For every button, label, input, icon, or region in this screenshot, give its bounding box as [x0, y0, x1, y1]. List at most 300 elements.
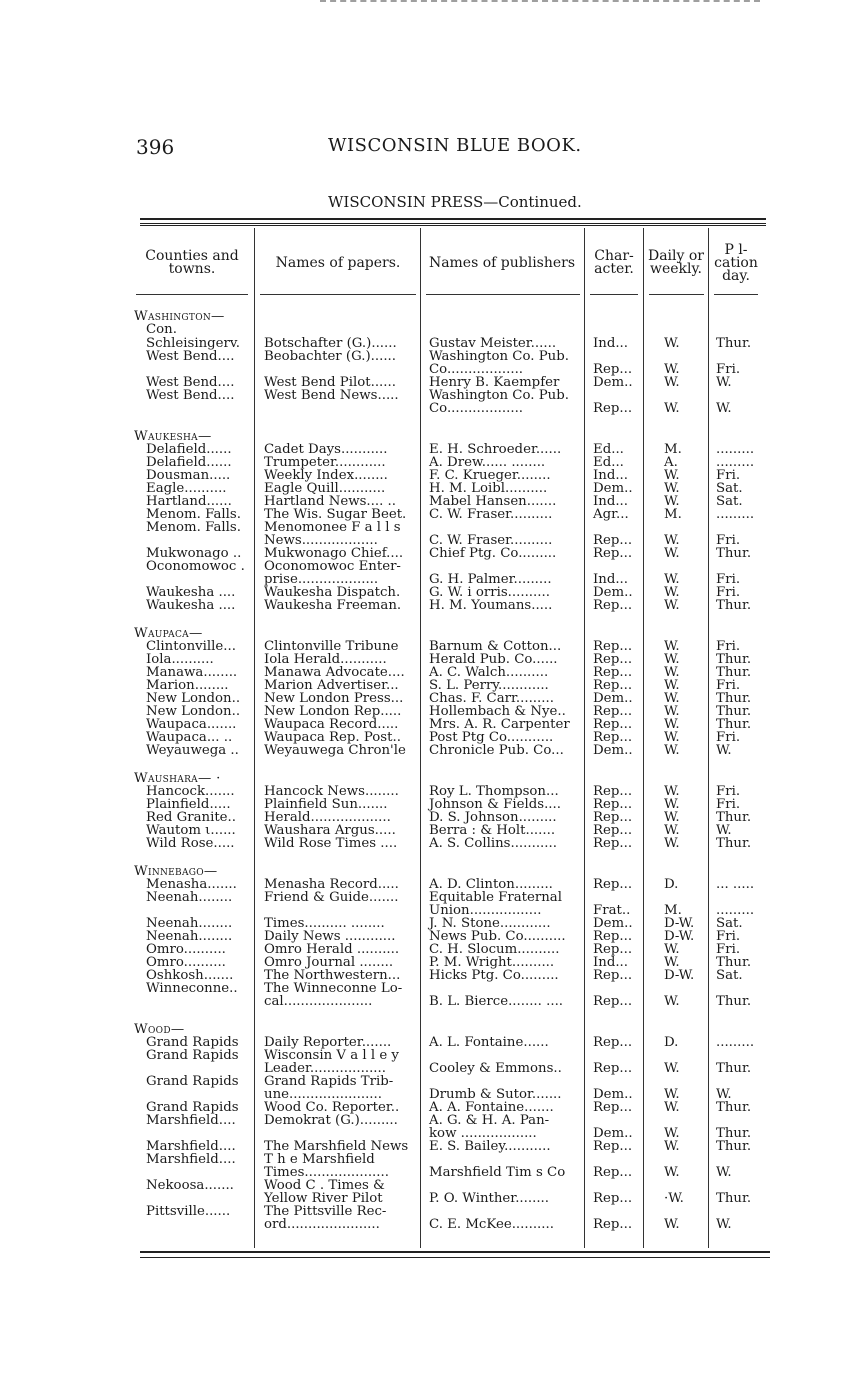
cell-daily: W. — [664, 955, 680, 970]
table-bottom-rule — [140, 1251, 770, 1258]
cell-publisher: A. S. Collins........... — [429, 836, 557, 851]
cell-publisher: Co.................. — [429, 401, 524, 416]
cell-daily: M. — [664, 507, 682, 522]
cell-character: Rep... — [593, 401, 633, 416]
cell-daily: D-W. — [664, 929, 695, 944]
cell-town: Wautom ι...... — [146, 823, 236, 838]
cell-paper: Hartland News.... .. — [264, 494, 397, 509]
cell-paper: Wisconsin V a l l e y — [264, 1048, 399, 1063]
table-row — [0, 1062, 859, 1075]
cell-character: Dem.. — [593, 1087, 633, 1102]
cell-daily: W. — [664, 717, 680, 732]
cell-daily: W. — [664, 375, 680, 390]
cell-paper: News.................. — [264, 533, 378, 548]
cell-town: Marshfield.... — [146, 1152, 236, 1167]
cell-publisher: A. D. Clinton......... — [429, 877, 553, 892]
cell-daily: W. — [664, 572, 680, 587]
cell-publisher: C. W. Fraser.......... — [429, 507, 553, 522]
cell-paper: Daily News ............ — [264, 929, 396, 944]
cell-paper: New London Rep..... — [264, 704, 402, 719]
cell-publisher: E. H. Schroeder...... — [429, 442, 562, 457]
cell-daily: W. — [664, 494, 680, 509]
cell-day: Thur. — [716, 1139, 752, 1154]
cell-paper: West Bend News..... — [264, 388, 399, 403]
cell-day: Fri. — [716, 929, 741, 944]
cell-town: Hartland...... — [146, 494, 232, 509]
cell-character: Ind... — [593, 468, 629, 483]
cell-paper: Eagle Quill........... — [264, 481, 386, 496]
cell-day: ... ..... — [716, 877, 755, 892]
cell-character: Rep... — [593, 810, 633, 825]
cell-town: Manawa........ — [146, 665, 238, 680]
cell-character: Rep... — [593, 678, 633, 693]
cell-town: Menom. Falls. — [146, 520, 241, 535]
cell-publisher: A. G. & H. A. Pan- — [429, 1113, 550, 1128]
cell-town: Grand Rapids — [146, 1074, 239, 1089]
cell-character: Dem.. — [593, 585, 633, 600]
cell-town: Delafield...... — [146, 455, 232, 470]
cell-daily: W. — [664, 401, 680, 416]
cell-town: Weyauwega .. — [146, 743, 239, 758]
cell-character: Rep... — [593, 1217, 633, 1232]
cell-paper: Hancock News........ — [264, 784, 399, 799]
header-character: Char- acter. — [594, 248, 634, 277]
cell-character: Rep... — [593, 994, 633, 1009]
cell-paper: Wood C . Times & — [264, 1178, 385, 1193]
cell-town: New London.. — [146, 691, 241, 706]
cell-town: Waukesha .... — [146, 598, 236, 613]
cell-publisher: Co.................. — [429, 362, 524, 377]
cell-town: Omro.......... — [146, 942, 226, 957]
cell-publisher: H. M. Youmans..... — [429, 598, 553, 613]
cell-paper: Weekly Index........ — [264, 468, 388, 483]
cell-town: West Bend.... — [146, 349, 235, 364]
cell-day: W. — [716, 1217, 732, 1232]
cell-character: Rep... — [593, 1191, 633, 1206]
cell-publisher: A. C. Walch.......... — [429, 665, 549, 680]
cell-daily: W. — [664, 665, 680, 680]
cell-daily: D. — [664, 1035, 679, 1050]
cell-day: Fri. — [716, 942, 741, 957]
cell-publisher: Gustav Meister...... — [429, 336, 557, 351]
cell-paper: Trumpeter............ — [264, 455, 386, 470]
cell-town: Waukesha— — [134, 429, 212, 444]
cell-day: Sat. — [716, 968, 743, 983]
cell-character: Dem.. — [593, 743, 633, 758]
cell-daily: W. — [664, 362, 680, 377]
cell-daily: D-W. — [664, 916, 695, 931]
cell-paper: Botschafter (G.)...... — [264, 336, 397, 351]
cell-publisher: G. H. Palmer......... — [429, 572, 552, 587]
cell-daily: W. — [664, 942, 680, 957]
cell-daily: A. — [664, 455, 678, 470]
cell-daily: D. — [664, 877, 679, 892]
cell-paper: Yellow River Pilot — [264, 1191, 383, 1206]
cell-day: Sat. — [716, 481, 743, 496]
cell-daily: W. — [664, 836, 680, 851]
header-underline — [714, 294, 758, 295]
cell-character: Rep... — [593, 823, 633, 838]
cell-paper: The Pittsville Rec- — [264, 1204, 387, 1219]
cell-town: Waushara— · — [134, 771, 221, 786]
cell-day: Thur. — [716, 1126, 752, 1141]
cell-paper: Herald................... — [264, 810, 391, 825]
table-row — [0, 1036, 859, 1049]
cell-character: Rep... — [593, 598, 633, 613]
cell-day: Thur. — [716, 652, 752, 667]
cell-daily: W. — [664, 823, 680, 838]
cell-town: Grand Rapids — [146, 1100, 239, 1115]
cell-day: Fri. — [716, 639, 741, 654]
cell-publisher: C. H. Slocum.......... — [429, 942, 560, 957]
cell-paper: ord...................... — [264, 1217, 380, 1232]
cell-character: Rep... — [593, 797, 633, 812]
cell-daily: W. — [664, 481, 680, 496]
cell-day: ......... — [716, 507, 755, 522]
cell-day: Fri. — [716, 468, 741, 483]
cell-character: Rep... — [593, 362, 633, 377]
cell-paper: Wood Co. Reporter.. — [264, 1100, 400, 1115]
cell-publisher: Equitable Fraternal — [429, 890, 562, 905]
cell-daily: W. — [664, 585, 680, 600]
cell-character: Rep... — [593, 968, 633, 983]
cell-character: Frat.. — [593, 903, 631, 918]
cell-daily: W. — [664, 797, 680, 812]
cell-publisher: Henry B. Kaempfer — [429, 375, 560, 390]
cell-publisher: G. W. i orris.......... — [429, 585, 550, 600]
cell-day: W. — [716, 375, 732, 390]
cell-day: Thur. — [716, 691, 752, 706]
cell-publisher: Mrs. A. R. Carpenter — [429, 717, 570, 732]
cell-town: Oconomowoc . — [146, 559, 245, 574]
cell-publisher: E. S. Bailey........... — [429, 1139, 551, 1154]
cell-day: Thur. — [716, 1061, 752, 1076]
cell-character: Rep... — [593, 665, 633, 680]
header-underline — [136, 294, 248, 295]
cell-daily: W. — [664, 730, 680, 745]
cell-town: Schleisingerv. — [146, 336, 241, 351]
cell-character: Rep... — [593, 784, 633, 799]
cell-publisher: Washington Co. Pub. — [429, 349, 569, 364]
cell-character: Rep... — [593, 717, 633, 732]
cell-character: Dem.. — [593, 481, 633, 496]
cell-day: Thur. — [716, 665, 752, 680]
cell-paper: une...................... — [264, 1087, 382, 1102]
cell-daily: W. — [664, 546, 680, 561]
cell-day: W. — [716, 1087, 732, 1102]
cell-paper: Omro Journal ........ — [264, 955, 394, 970]
cell-publisher: J. N. Stone............ — [429, 916, 551, 931]
cell-day: Thur. — [716, 810, 752, 825]
cell-day: Thur. — [716, 955, 752, 970]
cell-paper: Times.......... ........ — [264, 916, 385, 931]
cell-day: W. — [716, 823, 732, 838]
cell-town: Pittsville...... — [146, 1204, 231, 1219]
cell-town: Waukesha .... — [146, 585, 236, 600]
cell-town: New London.. — [146, 704, 241, 719]
cell-character: Rep... — [593, 877, 633, 892]
header-underline — [590, 294, 638, 295]
table-row — [0, 323, 859, 336]
cell-character: Rep... — [593, 929, 633, 944]
cell-day: Thur. — [716, 598, 752, 613]
cell-paper: Menomonee F a l l s — [264, 520, 401, 535]
cell-day: Thur. — [716, 1191, 752, 1206]
cell-daily: D-W. — [664, 968, 695, 983]
cell-day: Thur. — [716, 546, 752, 561]
cell-publisher: S. L. Perry............ — [429, 678, 549, 693]
cell-publisher: H. M. Loibl.......... — [429, 481, 548, 496]
cell-paper: Menasha Record..... — [264, 877, 399, 892]
cell-publisher: Herald Pub. Co...... — [429, 652, 558, 667]
cell-daily: W. — [664, 784, 680, 799]
cell-paper: Wild Rose Times .... — [264, 836, 398, 851]
cell-town: Oshkosh....... — [146, 968, 234, 983]
cell-publisher: Union................. — [429, 903, 542, 918]
cell-town: Winneconne.. — [146, 981, 238, 996]
cell-day: Thur. — [716, 704, 752, 719]
cell-publisher: Post Ptg Co........... — [429, 730, 554, 745]
cell-publisher: F. C. Krueger........ — [429, 468, 551, 483]
cell-daily: W. — [664, 1165, 680, 1180]
cell-paper: Waupaca Rep. Post.. — [264, 730, 401, 745]
header-underline — [649, 294, 704, 295]
cell-day: ......... — [716, 455, 755, 470]
cell-day: Fri. — [716, 572, 741, 587]
table-row — [0, 969, 859, 982]
cell-paper: Omro Herald .......... — [264, 942, 400, 957]
cell-town: Neenah........ — [146, 929, 233, 944]
cell-day: ......... — [716, 442, 755, 457]
table-row — [0, 599, 859, 612]
cell-character: Ed... — [593, 455, 624, 470]
cell-daily: W. — [664, 652, 680, 667]
cell-town: Grand Rapids — [146, 1048, 239, 1063]
cell-town: Nekoosa....... — [146, 1178, 234, 1193]
cell-day: Fri. — [716, 730, 741, 745]
cell-character: Rep... — [593, 1035, 633, 1050]
cell-town: Wood— — [134, 1022, 185, 1037]
cell-publisher: B. L. Bierce........ .... — [429, 994, 564, 1009]
cell-character: Rep... — [593, 730, 633, 745]
cell-paper: Times.................... — [264, 1165, 389, 1180]
cell-character: Ind... — [593, 955, 629, 970]
cell-town: Omro.......... — [146, 955, 226, 970]
table-row — [0, 1192, 859, 1205]
cell-publisher: Hicks Ptg. Co......... — [429, 968, 559, 983]
cell-publisher: Hollembach & Nye.. — [429, 704, 566, 719]
cell-day: Sat. — [716, 494, 743, 509]
cell-town: Waupaca... .. — [146, 730, 233, 745]
cell-town: Waupaca— — [134, 626, 203, 641]
cell-publisher: Roy L. Thompson... — [429, 784, 559, 799]
cell-daily: M. — [664, 903, 682, 918]
cell-publisher: Cooley & Emmons.. — [429, 1061, 562, 1076]
running-head: WISCONSIN BLUE BOOK. — [328, 135, 582, 156]
cell-daily: W. — [664, 743, 680, 758]
cell-paper: Weyauwega Chron'le — [264, 743, 406, 758]
cell-paper: Waushara Argus..... — [264, 823, 396, 838]
cell-paper: New London Press... — [264, 691, 404, 706]
table-top-rule — [140, 218, 766, 224]
cell-character: Rep... — [593, 533, 633, 548]
cell-paper: Leader.................. — [264, 1061, 386, 1076]
table-caption: WISCONSIN PRESS—Continued. — [328, 193, 582, 211]
cell-town: Marion........ — [146, 678, 229, 693]
cell-town: Marshfield.... — [146, 1139, 236, 1154]
cell-town: Hancock....... — [146, 784, 235, 799]
cell-paper: Demokrat (G.)......... — [264, 1113, 398, 1128]
cell-paper: Waukesha Freeman. — [264, 598, 402, 613]
cell-town: Waupaca....... — [146, 717, 237, 732]
cell-publisher: Washington Co. Pub. — [429, 388, 569, 403]
cell-day: Thur. — [716, 836, 752, 851]
cell-character: Rep... — [593, 546, 633, 561]
cell-character: Rep... — [593, 836, 633, 851]
cell-day: W. — [716, 401, 732, 416]
cell-publisher: A. Drew...... ........ — [429, 455, 546, 470]
cell-daily: W. — [664, 1126, 680, 1141]
cell-daily: ·W. — [664, 1191, 684, 1206]
table-top-rule-thin — [140, 225, 766, 226]
cell-character: Ind... — [593, 572, 629, 587]
cell-paper: Iola Herald........... — [264, 652, 387, 667]
cell-character: Rep... — [593, 1100, 633, 1115]
cell-town: Neenah........ — [146, 916, 233, 931]
cell-character: Dem.. — [593, 375, 633, 390]
cell-daily: W. — [664, 678, 680, 693]
cell-character: Dem.. — [593, 916, 633, 931]
cell-character: Dem.. — [593, 691, 633, 706]
cell-town: Neenah........ — [146, 890, 233, 905]
table-row — [0, 1218, 859, 1231]
cell-character: Dem.. — [593, 1126, 633, 1141]
cell-town: Red Granite.. — [146, 810, 237, 825]
cell-day: W. — [716, 1165, 732, 1180]
cell-day: ......... — [716, 903, 755, 918]
cell-character: Rep... — [593, 1165, 633, 1180]
cell-publisher: Marshfield Tim s Co — [429, 1165, 566, 1180]
header-underline — [260, 294, 416, 295]
cell-daily: W. — [664, 1100, 680, 1115]
header-underline — [426, 294, 580, 295]
cell-paper: The Marshfield News — [264, 1139, 409, 1154]
cell-day: Fri. — [716, 362, 741, 377]
cell-paper: Marion Advertiser... — [264, 678, 399, 693]
cell-town: Marshfield.... — [146, 1113, 236, 1128]
cell-publisher: Mabel Hansen....... — [429, 494, 557, 509]
cell-paper: prise................... — [264, 572, 379, 587]
cell-paper: Clintonville Tribune — [264, 639, 399, 654]
cell-paper: Beobachter (G.)...... — [264, 349, 397, 364]
cell-daily: W. — [664, 704, 680, 719]
cell-paper: Waukesha Dispatch. — [264, 585, 401, 600]
cell-paper: Manawa Advocate.... — [264, 665, 405, 680]
header-daily-weekly: Daily or weekly. — [647, 248, 704, 277]
cell-day: ......... — [716, 1035, 755, 1050]
cell-day: Thur. — [716, 994, 752, 1009]
cell-paper: The Northwestern... — [264, 968, 401, 983]
cell-daily: W. — [664, 639, 680, 654]
table-row — [0, 744, 859, 757]
cell-town: Clintonville... — [146, 639, 236, 654]
cell-daily: W. — [664, 598, 680, 613]
cell-day: Thur. — [716, 1100, 752, 1115]
cell-day: Fri. — [716, 797, 741, 812]
cell-town: Plainfield..... — [146, 797, 231, 812]
table-row — [0, 1140, 859, 1153]
cell-town: Eagle.......... — [146, 481, 227, 496]
cell-publisher: P. O. Winther........ — [429, 1191, 550, 1206]
cell-publisher: kow .................. — [429, 1126, 537, 1141]
cell-day: Fri. — [716, 533, 741, 548]
header-names-of-publishers: Names of publishers — [428, 254, 576, 271]
page-number: 396 — [136, 135, 175, 159]
cell-publisher: News Pub. Co.......... — [429, 929, 566, 944]
cell-publisher: Barnum & Cotton... — [429, 639, 562, 654]
cell-daily: M. — [664, 442, 682, 457]
cell-daily: W. — [664, 810, 680, 825]
cell-town: Dousman..... — [146, 468, 231, 483]
cell-daily: W. — [664, 468, 680, 483]
cell-paper: Waupaca Record..... — [264, 717, 399, 732]
table-row — [0, 1166, 859, 1179]
cell-day: Fri. — [716, 784, 741, 799]
cell-paper: T h e Marshfield — [264, 1152, 375, 1167]
cell-paper: Grand Rapids Trib- — [264, 1074, 394, 1089]
cell-day: Sat. — [716, 916, 743, 931]
cell-town: Delafield...... — [146, 442, 232, 457]
cell-publisher: Chief Ptg. Co......... — [429, 546, 557, 561]
cell-paper: Plainfield Sun....... — [264, 797, 388, 812]
cell-town: West Bend.... — [146, 375, 235, 390]
cell-publisher: Drumb & Sutor....... — [429, 1087, 562, 1102]
cell-town: Mukwonago .. — [146, 546, 242, 561]
cell-publisher: D. S. Johnson......... — [429, 810, 557, 825]
cell-publisher: A. A. Fontaine....... — [429, 1100, 554, 1115]
header-publication-day: P l- cation day. — [714, 241, 758, 284]
cell-character: Agr... — [593, 507, 629, 522]
cell-town: Menasha....... — [146, 877, 237, 892]
cell-town: Con. — [146, 322, 177, 337]
cell-day: Thur. — [716, 717, 752, 732]
cell-character: Rep... — [593, 639, 633, 654]
cell-town: Iola.......... — [146, 652, 214, 667]
cell-daily: W. — [664, 691, 680, 706]
cell-paper: West Bend Pilot...... — [264, 375, 396, 390]
cell-character: Rep... — [593, 652, 633, 667]
cell-daily: W. — [664, 994, 680, 1009]
cell-paper: Mukwonago Chief.... — [264, 546, 404, 561]
cell-publisher: C. W. Fraser.......... — [429, 533, 553, 548]
cell-town: Menom. Falls. — [146, 507, 241, 522]
table-row — [0, 995, 859, 1008]
header-names-of-papers: Names of papers. — [275, 254, 401, 271]
cell-paper: Cadet Days........... — [264, 442, 388, 457]
cell-town: Wild Rose..... — [146, 836, 235, 851]
cell-publisher: Chronicle Pub. Co... — [429, 743, 564, 758]
cell-daily: W. — [664, 1061, 680, 1076]
cell-town: West Bend.... — [146, 388, 235, 403]
county-heading-row — [0, 310, 859, 323]
cell-day: Thur. — [716, 336, 752, 351]
cell-character: Rep... — [593, 1139, 633, 1154]
cell-publisher: P. M. Wright.......... — [429, 955, 555, 970]
cell-publisher: C. E. McKee.......... — [429, 1217, 554, 1232]
top-edge-marks — [320, 0, 760, 8]
cell-character: Ind... — [593, 336, 629, 351]
cell-character: Ed... — [593, 442, 624, 457]
